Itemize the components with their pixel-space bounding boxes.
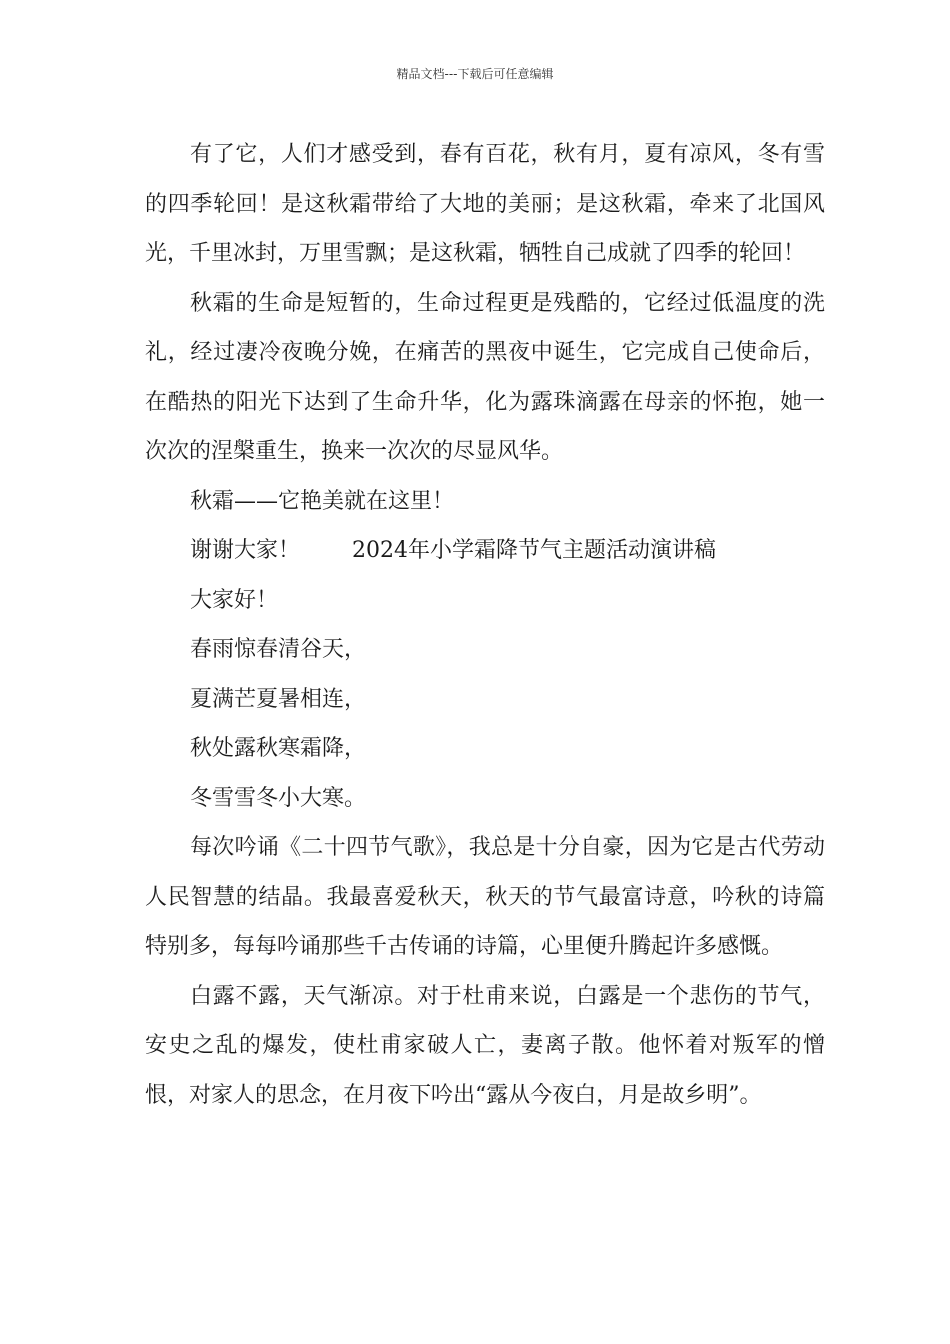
document-body bbox=[145, 130, 825, 1120]
poem-line: 夏满芒夏暑相连， bbox=[190, 686, 367, 712]
paragraph-solar-terms-song: 每次吟诵《二十四节气歌》，我总是十分自豪，因为它是古代劳动人民智慧的结晶。我最喜爱秋天，秋天的节气最富诗意，吟秋的诗篇特别多，每每吟诵那些千古传诵的诗篇，心里便升腾起许多感慨。 bbox=[145, 835, 825, 959]
paragraph-white-dew-dufu: 白露不露，天气渐凉。对于杜甫来说，白露是一个悲伤的节气，安史之乱的爆发，使杜甫家破人亡，妻离子散。他怀着对叛军的憎恨，对家人的思念，在月夜下吟出“露从今夜白，月是故乡明”。 bbox=[145, 983, 825, 1108]
poem-line: 春雨惊春清谷天， bbox=[190, 637, 367, 662]
speech-title: 2024年小学霜降节气主题活动演讲稿 bbox=[352, 538, 717, 563]
page-header: 精品文档---下载后可任意编辑 bbox=[396, 67, 554, 81]
paragraph-autumn-frost-beauty: 秋霜——它艳美就在这里！ bbox=[190, 488, 455, 514]
paragraph-autumn-frost-life: 秋霜的生命是短暂的，生命过程更是残酷的，它经过低温度的洗礼，经过凄冷夜晚分娩，在痛苦的黑夜中诞生，它完成自己使命后，在酷热的阳光下达到了生命升华，化为露珠滴露在母亲的怀抱，她一次次的涅槃重生，换来一次次的尽显风华。 bbox=[145, 290, 825, 464]
poem-line: 秋处露秋寒霜降， bbox=[190, 736, 367, 761]
thanks-text: 谢谢大家！ bbox=[190, 538, 301, 563]
thanks-line bbox=[145, 526, 825, 576]
poem-line: 冬雪雪冬小大寒。 bbox=[190, 785, 367, 811]
greeting: 大家好！ bbox=[190, 587, 279, 613]
paragraph-autumn-frost-seasons: 有了它，人们才感受到，春有百花，秋有月，夏有凉风，冬有雪的四季轮回！是这秋霜带给了大地的美丽；是这秋霜，牵来了北国风光，千里冰封，万里雪飘；是这秋霜，牺牲自己成就了四季的轮回！ bbox=[145, 142, 825, 266]
